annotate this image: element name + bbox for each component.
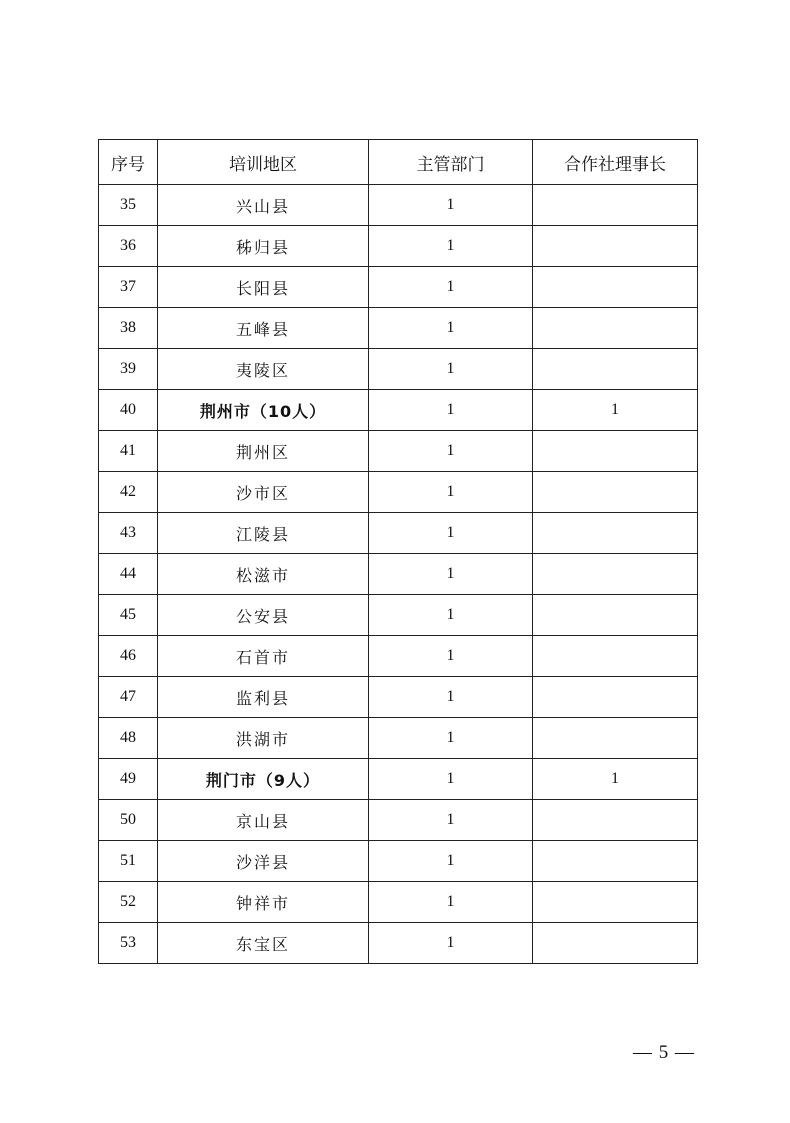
- region-cell: 沙市区: [158, 472, 369, 513]
- chair-count-cell: [533, 472, 698, 513]
- region-cell: 钟祥市: [158, 882, 369, 923]
- seq-cell: 42: [99, 472, 158, 513]
- table-body: [99, 185, 698, 964]
- seq-cell: 47: [99, 677, 158, 718]
- region-cell: 长阳县: [158, 267, 369, 308]
- region-cell: 洪湖市: [158, 718, 369, 759]
- seq-cell: 43: [99, 513, 158, 554]
- header-region: 培训地区: [158, 140, 369, 185]
- seq-cell: 38: [99, 308, 158, 349]
- seq-cell: 50: [99, 800, 158, 841]
- chair-count-cell: [533, 431, 698, 472]
- region-cell: 兴山县: [158, 185, 369, 226]
- table-row: [99, 718, 698, 759]
- seq-cell: 44: [99, 554, 158, 595]
- region-cell: 秭归县: [158, 226, 369, 267]
- seq-cell: 40: [99, 390, 158, 431]
- dept-count-cell: 1: [369, 923, 533, 964]
- region-cell: 五峰县: [158, 308, 369, 349]
- chair-count-cell: [533, 923, 698, 964]
- region-cell: 荆州市（10人）: [158, 390, 369, 431]
- table-row: [99, 759, 698, 800]
- region-cell: 荆门市（9人）: [158, 759, 369, 800]
- dept-count-cell: 1: [369, 595, 533, 636]
- chair-count-cell: [533, 595, 698, 636]
- seq-cell: 36: [99, 226, 158, 267]
- region-cell: 京山县: [158, 800, 369, 841]
- chair-count-cell: [533, 800, 698, 841]
- table-row: [99, 185, 698, 226]
- chair-count-cell: 1: [533, 759, 698, 800]
- chair-count-cell: [533, 677, 698, 718]
- table-row: [99, 513, 698, 554]
- dept-count-cell: 1: [369, 472, 533, 513]
- dept-count-cell: 1: [369, 554, 533, 595]
- region-cell: 沙洋县: [158, 841, 369, 882]
- region-cell: 监利县: [158, 677, 369, 718]
- chair-count-cell: [533, 718, 698, 759]
- dept-count-cell: 1: [369, 800, 533, 841]
- chair-count-cell: [533, 226, 698, 267]
- dept-count-cell: 1: [369, 718, 533, 759]
- page-number: — 5 —: [633, 1042, 695, 1063]
- table-row: [99, 431, 698, 472]
- chair-count-cell: [533, 882, 698, 923]
- table-row: [99, 554, 698, 595]
- table-row: [99, 800, 698, 841]
- region-cell: 松滋市: [158, 554, 369, 595]
- region-cell: 石首市: [158, 636, 369, 677]
- table-row: [99, 841, 698, 882]
- table-row: [99, 267, 698, 308]
- dept-count-cell: 1: [369, 677, 533, 718]
- seq-cell: 52: [99, 882, 158, 923]
- region-cell: 荆州区: [158, 431, 369, 472]
- header-seq: 序号: [99, 140, 158, 185]
- seq-cell: 46: [99, 636, 158, 677]
- chair-count-cell: [533, 349, 698, 390]
- region-cell: 夷陵区: [158, 349, 369, 390]
- region-cell: 公安县: [158, 595, 369, 636]
- dept-count-cell: 1: [369, 308, 533, 349]
- table-row: [99, 882, 698, 923]
- table-row: [99, 677, 698, 718]
- dept-count-cell: 1: [369, 636, 533, 677]
- dept-count-cell: 1: [369, 759, 533, 800]
- dept-count-cell: 1: [369, 882, 533, 923]
- seq-cell: 39: [99, 349, 158, 390]
- region-cell: 江陵县: [158, 513, 369, 554]
- seq-cell: 53: [99, 923, 158, 964]
- header-chair: 合作社理事长: [533, 140, 698, 185]
- dept-count-cell: 1: [369, 390, 533, 431]
- table-row: [99, 472, 698, 513]
- dept-count-cell: 1: [369, 841, 533, 882]
- seq-cell: 51: [99, 841, 158, 882]
- table-row: [99, 226, 698, 267]
- chair-count-cell: [533, 308, 698, 349]
- seq-cell: 49: [99, 759, 158, 800]
- header-dept: 主管部门: [369, 140, 533, 185]
- training-quota-table: [98, 139, 698, 964]
- table-header-row: [99, 140, 698, 185]
- chair-count-cell: [533, 513, 698, 554]
- dept-count-cell: 1: [369, 431, 533, 472]
- dept-count-cell: 1: [369, 267, 533, 308]
- table-row: [99, 349, 698, 390]
- dept-count-cell: 1: [369, 226, 533, 267]
- seq-cell: 48: [99, 718, 158, 759]
- chair-count-cell: [533, 636, 698, 677]
- chair-count-cell: [533, 185, 698, 226]
- chair-count-cell: [533, 554, 698, 595]
- seq-cell: 41: [99, 431, 158, 472]
- dept-count-cell: 1: [369, 349, 533, 390]
- table-row: [99, 308, 698, 349]
- dept-count-cell: 1: [369, 513, 533, 554]
- seq-cell: 45: [99, 595, 158, 636]
- table-row: [99, 390, 698, 431]
- seq-cell: 35: [99, 185, 158, 226]
- region-cell: 东宝区: [158, 923, 369, 964]
- seq-cell: 37: [99, 267, 158, 308]
- table-row: [99, 636, 698, 677]
- chair-count-cell: [533, 841, 698, 882]
- table-row: [99, 595, 698, 636]
- chair-count-cell: [533, 267, 698, 308]
- table-row: [99, 923, 698, 964]
- dept-count-cell: 1: [369, 185, 533, 226]
- chair-count-cell: 1: [533, 390, 698, 431]
